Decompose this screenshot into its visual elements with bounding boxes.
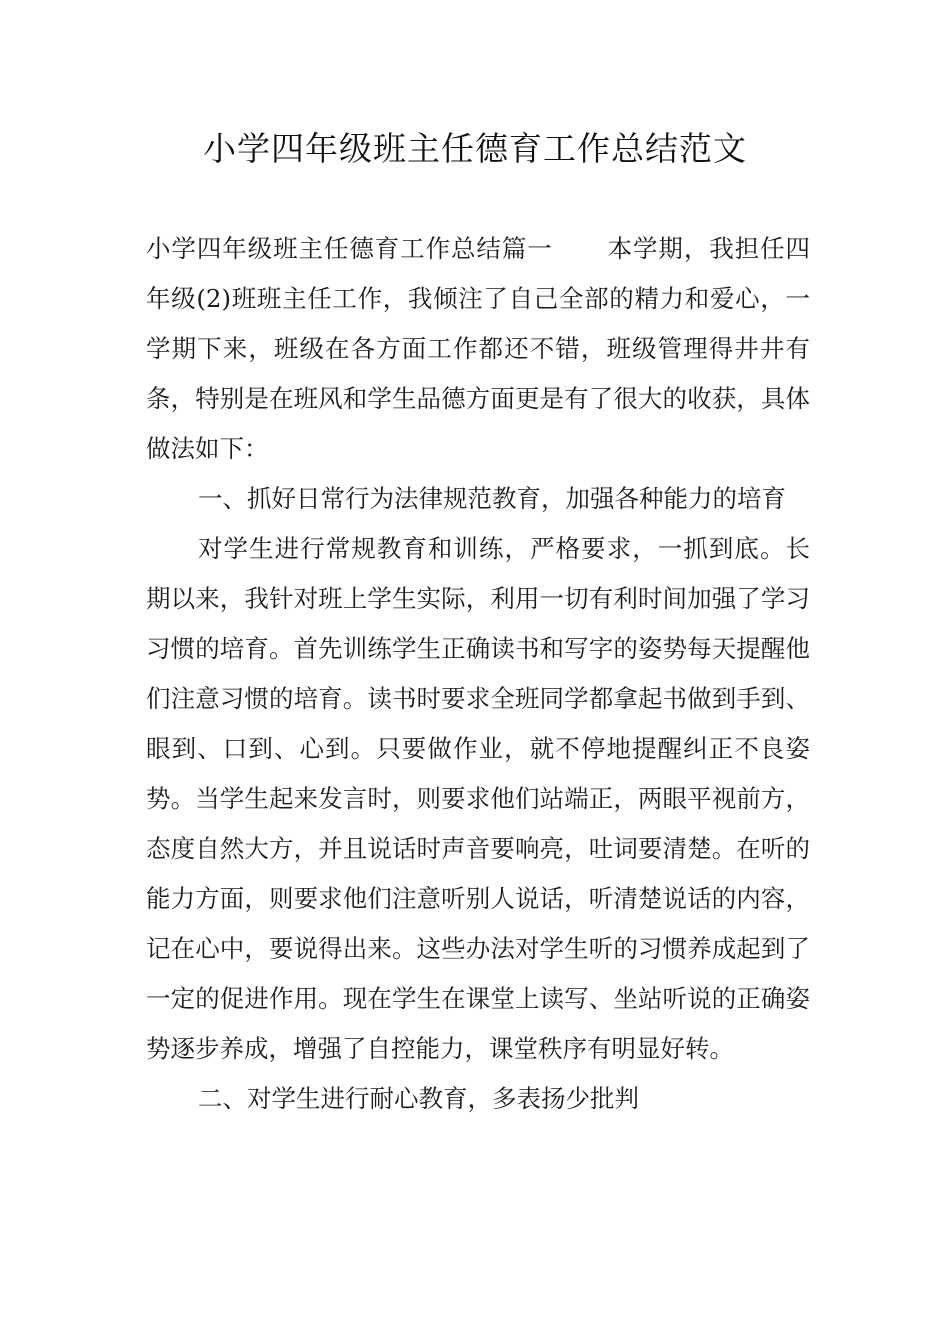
document-body: [146, 224, 810, 1124]
section-1-paragraph: 对学生进行常规教育和训练，严格要求，一抓到底。长期以来，我针对班上学生实际，利用一切有利时间加强了学习习惯的培育。首先训练学生正确读书和写字的姿势每天提醒他们注意习惯的培育。读书时要求全班同学都拿起书做到手到、眼到、口到、心到。只要做作业，就不停地提醒纠正不良姿势。当学生起来发言时，则要求他们站端正，两眼平视前方，态度自然大方，并且说话时声音要响亮，吐词要清楚。在听的能力方面，则要求他们注意听别人说话，听清楚说话的内容，记在心中，要说得出来。这些办法对学生听的习惯养成起到了一定的促进作用。现在学生在课堂上读写、坐站听说的正确姿势逐步养成，增强了自控能力，课堂秩序有明显好转。: [146, 534, 810, 1063]
intro-text: 本学期，我担任四年级(2)班班主任工作，我倾注了自己全部的精力和爱心，一学期下来，班级在各方面工作都还不错，班级管理得井井有条，特别是在班风和学生品德方面更是有了很大的收获，具体做法如下：: [146, 234, 811, 463]
section-2-heading: 二、对学生进行耐心教育，多表扬少批判: [198, 1084, 639, 1113]
intro-heading: 小学四年级班主任德育工作总结篇一: [146, 234, 553, 263]
intro-paragraph: [146, 224, 810, 474]
document-title: 小学四年级班主任德育工作总结范文: [203, 129, 747, 168]
section-1-heading: 一、抓好日常行为法律规范教育，加强各种能力的培育: [198, 484, 786, 513]
